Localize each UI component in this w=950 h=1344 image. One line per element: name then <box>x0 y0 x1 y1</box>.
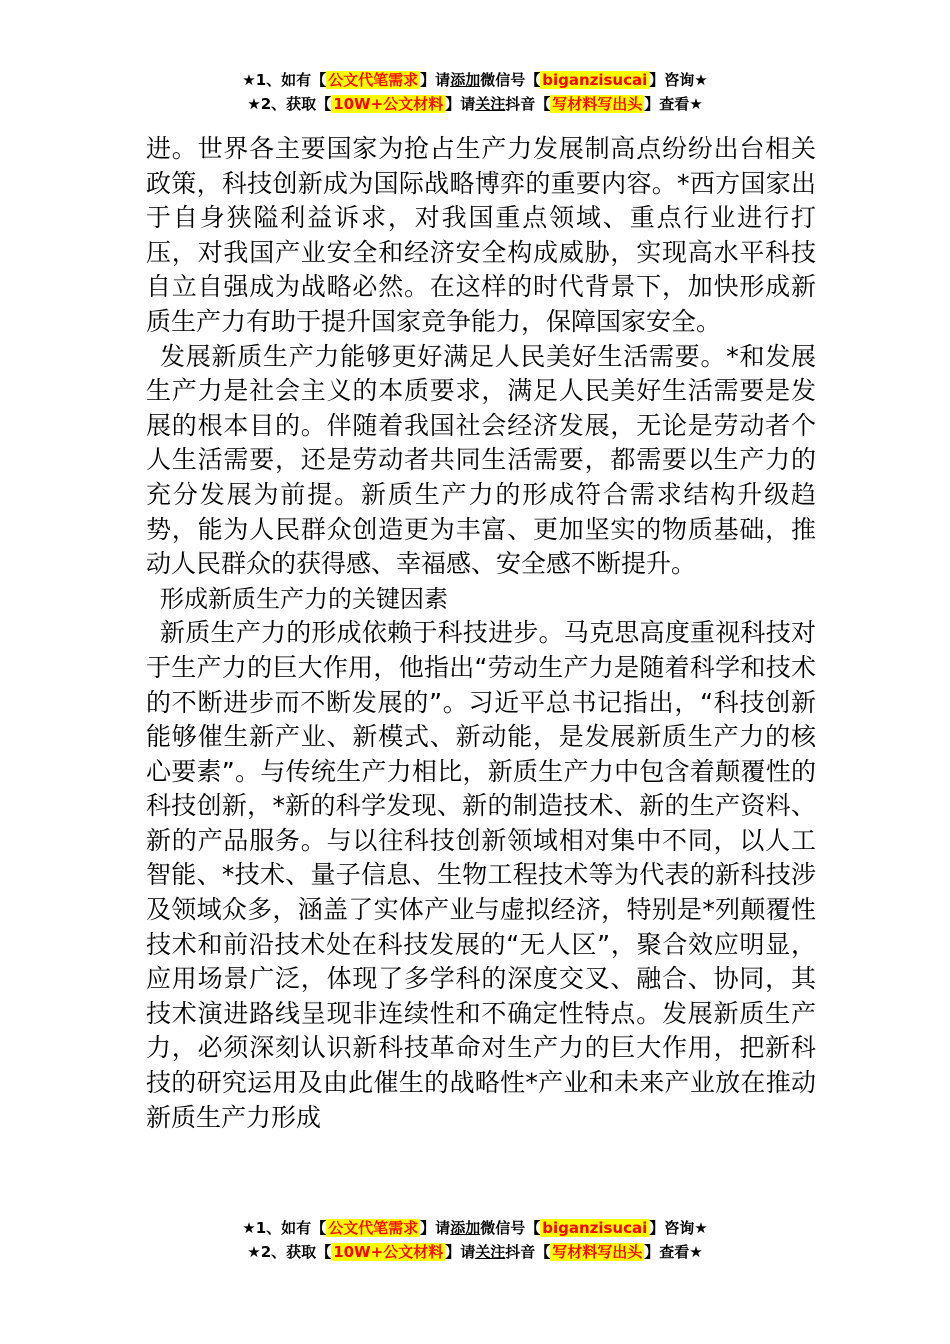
banner-line-1 <box>0 1216 950 1240</box>
banner-highlight: 公文代笔需求 <box>328 71 419 89</box>
banner-emphasis: 关注 <box>475 1243 506 1261</box>
banner-line-2 <box>0 1240 950 1264</box>
banner-line-2 <box>0 92 950 116</box>
banner-highlight: 10W+公文材料 <box>333 1243 444 1261</box>
banner-text: ★1、如有【 <box>242 1219 327 1237</box>
banner-text: 】查看★ <box>644 95 703 113</box>
section-heading: 形成新质生产力的关键因素 <box>160 584 448 613</box>
banner-text: 】查看★ <box>644 1243 703 1261</box>
banner-line-1 <box>0 68 950 92</box>
banner-highlight: 公文代笔需求 <box>328 1219 419 1237</box>
paragraph-2: 发展新质生产力能够更好满足人民美好生活需要。*和发展生产力是社会主义的本质要求，满足人民美好生活需要是发展的根本目的。伴随着我国社会经济发展，无论是劳动者个人生活需要，还是劳动者共同生活需要，都需要以生产力的充分发展为前提。新质生产力的形成符合需求结构升级趋势，能为人民群众创造更为丰富、更加坚实的物质基础，推动人民群众的获得感、幸福感、安全感不断提升。 <box>146 341 816 579</box>
banner-text: 】请 <box>420 71 451 89</box>
banner-text: 微信号【 <box>480 71 541 89</box>
banner-text: 】请 <box>445 1243 476 1261</box>
banner-text: 】咨询★ <box>649 71 708 89</box>
banner-emphasis: 添加 <box>450 1219 481 1237</box>
paragraph-1: 进。世界各主要国家为抢占生产力发展制高点纷纷出台相关政策，科技创新成为国际战略博弈的重要内容。*西方国家出于自身狭隘利益诉求，对我国重点领域、重点行业进行打压，对我国产业安全和经济安全构成威胁，实现高水平科技自立自强成为战略必然。在这样的时代背景下，加快形成新质生产力有助于提升国家竞争能力，保障国家安全。 <box>146 134 816 336</box>
banner-text: 】请 <box>445 95 476 113</box>
banner-emphasis: 关注 <box>475 95 506 113</box>
banner-text: 微信号【 <box>480 1219 541 1237</box>
banner-highlight: biganzisucai <box>542 71 648 89</box>
banner-text: ★2、获取【 <box>247 95 332 113</box>
banner-text: ★1、如有【 <box>242 71 327 89</box>
banner-highlight: 写材料写出头 <box>552 95 643 113</box>
top-banner <box>0 68 950 116</box>
paragraph-3: 新质生产力的形成依赖于科技进步。马克思高度重视科技对于生产力的巨大作用，他指出“劳动生产力是随着科学和技术的不断进步而不断发展的”。习近平总书记指出，“科技创新能够催生新产业、新模式、新动能，是发展新质生产力的核心要素”。与传统生产力相比，新质生产力中包含着颠覆性的科技创新，*新的科学发现、新的制造技术、新的生产资料、新的产品服务。与以往科技创新领域相对集中不同，以人工智能、*技术、量子信息、生物工程技术等为代表的新科技涉及领域众多，涵盖了实体产业与虚拟经济，特别是*列颠覆性技术和前沿技术处在科技发展的“无人区”，聚合效应明显，应用场景广泛，体现了多学科的深度交叉、融合、协同，其技术演进路线呈现非连续性和不确定性特点。发展新质生产力，必须深刻认识新科技革命对生产力的巨大作用，把新科技的研究运用及由此催生的战略性*产业和未来产业放在推动新质生产力形成 <box>146 618 816 1132</box>
banner-highlight: 写材料写出头 <box>552 1243 643 1261</box>
bottom-banner <box>0 1216 950 1264</box>
banner-highlight: 10W+公文材料 <box>333 95 444 113</box>
banner-text: 】请 <box>420 1219 451 1237</box>
banner-highlight: biganzisucai <box>542 1219 648 1237</box>
banner-text: 抖音【 <box>505 95 551 113</box>
banner-text: ★2、获取【 <box>247 1243 332 1261</box>
banner-emphasis: 添加 <box>450 71 481 89</box>
banner-text: 抖音【 <box>505 1243 551 1261</box>
document-body <box>146 132 816 1135</box>
banner-text: 】咨询★ <box>649 1219 708 1237</box>
